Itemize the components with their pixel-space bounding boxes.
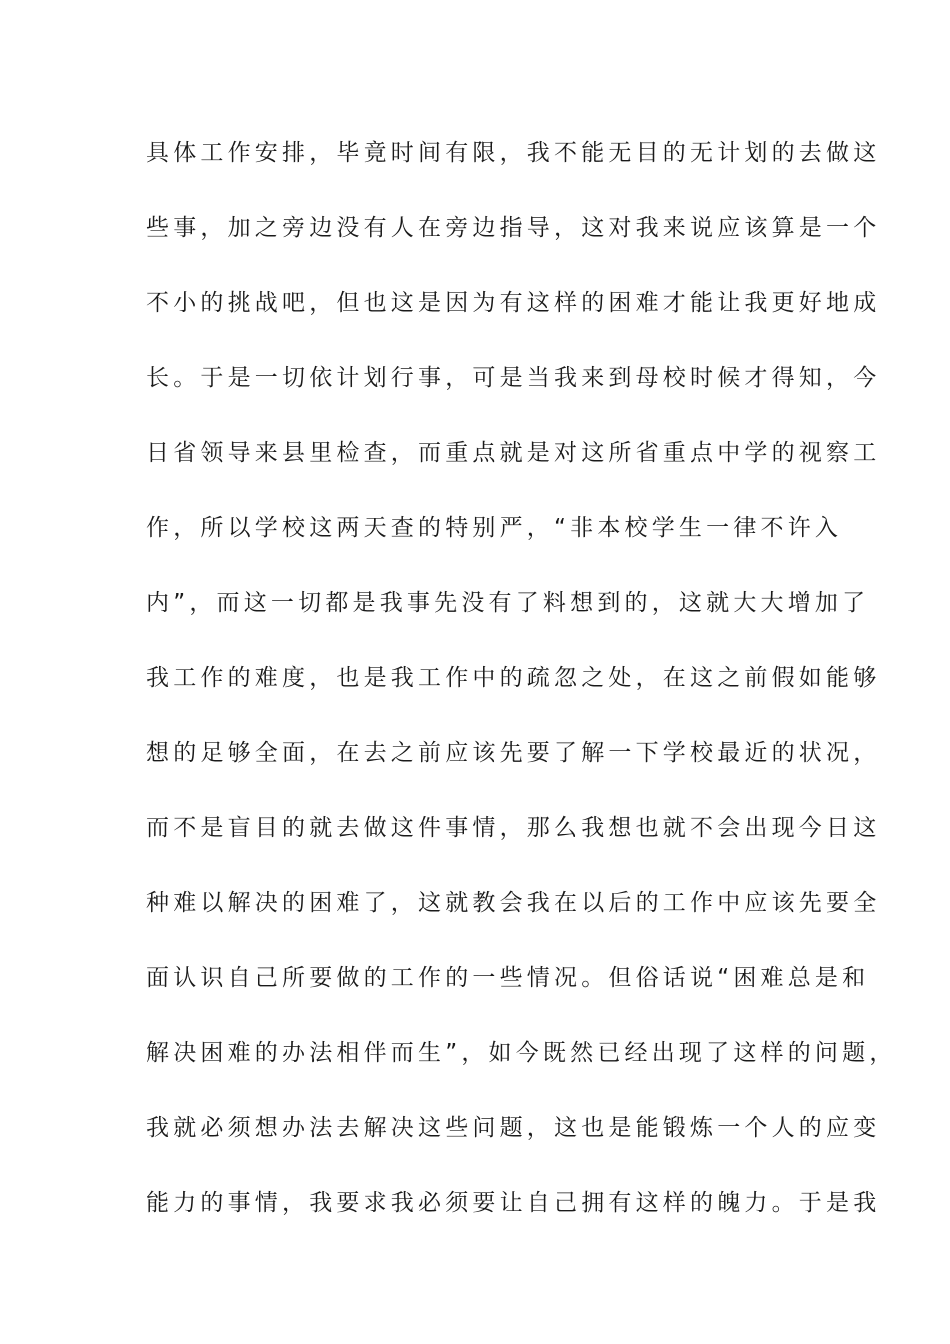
text-line-3: 不小的挑战吧，但也这是因为有这样的困难才能让我更好地成 (146, 290, 881, 316)
body-text (146, 133, 897, 1258)
text-line-8: 我工作的难度，也是我工作中的疏忽之处，在这之前假如能够 (146, 665, 881, 691)
text-line-11: 种难以解决的困难了，这就教会我在以后的工作中应该先要全 (146, 890, 881, 916)
text-line-7: 内”，而这一切都是我事先没有了料想到的，这就大大增加了 (146, 590, 870, 616)
text-line-9: 想的足够全面，在去之前应该先要了解一下学校最近的状况， (146, 740, 881, 766)
text-line-12: 面认识自己所要做的工作的一些情况。但俗话说“困难总是和 (146, 965, 870, 991)
text-line-2: 些事，加之旁边没有人在旁边指导，这对我来说应该算是一个 (146, 215, 881, 241)
text-line-10: 而不是盲目的就去做这件事情，那么我想也就不会出现今日这 (146, 815, 881, 841)
text-line-6: 作，所以学校这两天查的特别严，“非本校学生一律不许入 (146, 515, 843, 541)
text-line-5: 日省领导来县里检查，而重点就是对这所省重点中学的视察工 (146, 440, 881, 466)
text-line-15: 能力的事情，我要求我必须要让自己拥有这样的魄力。于是我 (146, 1190, 881, 1216)
text-line-1: 具体工作安排，毕竟时间有限，我不能无目的无计划的去做这 (146, 140, 881, 166)
text-line-14: 我就必须想办法去解决这些问题，这也是能锻炼一个人的应变 (146, 1115, 881, 1141)
text-line-13: 解决困难的办法相伴而生”，如今既然已经出现了这样的问题， (146, 1040, 897, 1066)
text-line-4: 长。于是一切依计划行事，可是当我来到母校时候才得知，今 (146, 365, 881, 391)
